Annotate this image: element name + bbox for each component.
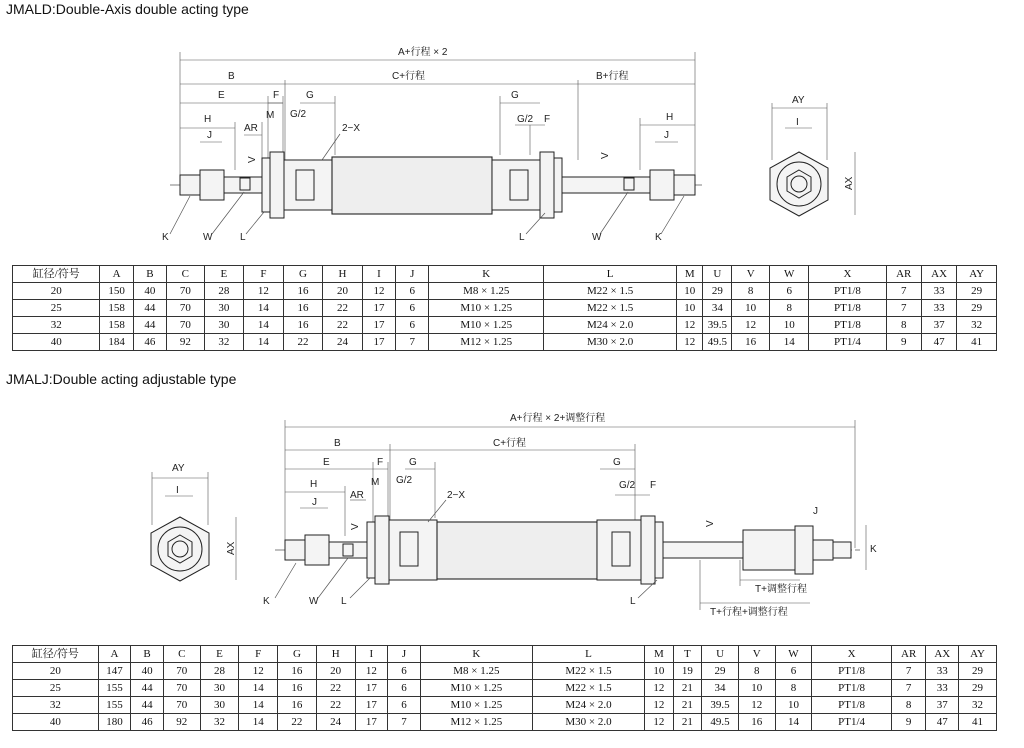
table-cell: 8 <box>769 300 809 317</box>
table-cell: M10 × 1.25 <box>429 300 544 317</box>
svg-text:F: F <box>650 480 657 491</box>
table-cell: 12 <box>677 317 703 334</box>
table-cell: M22 × 1.5 <box>543 300 676 317</box>
table-cell: 6 <box>396 300 429 317</box>
table-cell: M22 × 1.5 <box>532 680 644 697</box>
column-header: H <box>323 266 363 283</box>
svg-text:L: L <box>630 596 636 607</box>
table-cell: 16 <box>732 334 769 351</box>
svg-text:A+行程 × 2: A+行程 × 2 <box>398 47 448 58</box>
column-header: AY <box>959 646 997 663</box>
table-cell: 150 <box>100 283 133 300</box>
dimension-lines <box>285 420 866 610</box>
table-cell: 41 <box>959 714 997 731</box>
svg-text:G: G <box>613 457 621 468</box>
table-cell: 7 <box>388 714 421 731</box>
table-cell: 44 <box>133 317 166 334</box>
table-cell: PT1/4 <box>809 334 886 351</box>
svg-text:C+行程: C+行程 <box>493 438 527 449</box>
table-cell: 32 <box>959 697 997 714</box>
svg-text:I: I <box>796 117 799 128</box>
svg-text:K: K <box>870 544 877 555</box>
table-cell: 40 <box>131 663 164 680</box>
table-cell: PT1/8 <box>812 663 892 680</box>
table-cell: 184 <box>100 334 133 351</box>
column-header: W <box>775 646 812 663</box>
table-cell: M30 × 2.0 <box>543 334 676 351</box>
table-cell: 70 <box>163 697 200 714</box>
table-cell: 12 <box>645 714 674 731</box>
spec-table-double-axis <box>12 265 997 351</box>
table-cell: 32 <box>204 334 244 351</box>
svg-text:J: J <box>312 497 317 508</box>
svg-text:2−X: 2−X <box>447 490 466 501</box>
table-cell: 12 <box>645 697 674 714</box>
table-cell: PT1/4 <box>812 714 892 731</box>
column-header: H <box>316 646 355 663</box>
table-cell: 12 <box>239 663 278 680</box>
table-cell: 9 <box>886 334 921 351</box>
svg-text:B: B <box>228 71 235 82</box>
table-cell: 28 <box>200 663 239 680</box>
table-row <box>13 283 997 300</box>
table-cell: 6 <box>769 283 809 300</box>
table-cell: 10 <box>677 283 703 300</box>
column-header: X <box>809 266 886 283</box>
table-cell: 158 <box>100 300 133 317</box>
svg-text:K: K <box>162 232 169 243</box>
table-cell: 7 <box>396 334 429 351</box>
table-cell: 29 <box>702 663 739 680</box>
table-cell: 14 <box>239 680 278 697</box>
svg-text:L: L <box>519 232 525 243</box>
column-header: M <box>677 266 703 283</box>
table-cell: 28 <box>204 283 244 300</box>
table-cell: 40 <box>13 334 100 351</box>
table-cell: 39.5 <box>703 317 732 334</box>
table-cell: 29 <box>957 300 997 317</box>
table-cell: 16 <box>738 714 775 731</box>
table-cell: 17 <box>362 300 395 317</box>
cylinder-body <box>275 516 860 584</box>
table-cell: M10 × 1.25 <box>429 317 544 334</box>
table-cell: 24 <box>316 714 355 731</box>
table-cell: 10 <box>738 680 775 697</box>
table-cell: 20 <box>13 283 100 300</box>
table-cell: 8 <box>886 317 921 334</box>
column-header: J <box>388 646 421 663</box>
table-cell: 92 <box>163 714 200 731</box>
table-cell: 22 <box>323 300 363 317</box>
table-cell: PT1/8 <box>809 317 886 334</box>
table-cell: M22 × 1.5 <box>532 663 644 680</box>
svg-text:J: J <box>664 130 669 141</box>
svg-text:H: H <box>204 114 212 125</box>
table-cell: 40 <box>133 283 166 300</box>
table-cell: 22 <box>323 317 363 334</box>
cylinder-end-view <box>770 95 855 216</box>
table-cell: 33 <box>921 283 956 300</box>
column-header: F <box>244 266 284 283</box>
table-cell: 70 <box>163 680 200 697</box>
svg-text:G/2: G/2 <box>290 109 307 120</box>
svg-text:G: G <box>511 90 519 101</box>
svg-text:G/2: G/2 <box>619 480 636 491</box>
table-cell: 25 <box>13 680 99 697</box>
table-cell: PT1/8 <box>809 283 886 300</box>
table-cell: 70 <box>163 663 200 680</box>
svg-text:C+行程: C+行程 <box>392 71 426 82</box>
table-header <box>13 266 997 283</box>
column-header: A <box>100 266 133 283</box>
table-cell: 49.5 <box>702 714 739 731</box>
table-cell: 14 <box>244 300 284 317</box>
svg-text:V: V <box>705 520 716 527</box>
svg-text:AY: AY <box>172 463 185 474</box>
table-cell: 17 <box>362 334 395 351</box>
table-cell: PT1/8 <box>812 697 892 714</box>
table-cell: 8 <box>732 283 769 300</box>
table-cell: 47 <box>926 714 959 731</box>
section1-title: JMALD:Double-Axis double acting type <box>6 1 249 17</box>
svg-text:V: V <box>350 523 361 530</box>
spec-table-adjustable <box>12 645 997 731</box>
svg-text:G: G <box>409 457 417 468</box>
table-cell: 14 <box>244 334 284 351</box>
svg-text:J: J <box>207 130 212 141</box>
table-cell: 16 <box>278 697 317 714</box>
column-header: L <box>532 646 644 663</box>
table-cell: 12 <box>362 283 395 300</box>
table-cell: 22 <box>283 334 323 351</box>
table-cell: 33 <box>926 680 959 697</box>
table-cell: 32 <box>13 317 100 334</box>
table-cell: 10 <box>732 300 769 317</box>
table-cell: M24 × 2.0 <box>543 317 676 334</box>
table-cell: 29 <box>959 680 997 697</box>
table-cell: 70 <box>167 283 204 300</box>
table-cell: 6 <box>396 283 429 300</box>
table-cell: 6 <box>388 680 421 697</box>
table-cell: 40 <box>13 714 99 731</box>
svg-text:M: M <box>371 477 380 488</box>
cylinder-drawing-adjustable <box>0 395 1024 643</box>
table-cell: 17 <box>355 697 388 714</box>
table-cell: 29 <box>959 663 997 680</box>
svg-text:I: I <box>176 485 179 496</box>
table-row <box>13 334 997 351</box>
table-cell: 46 <box>133 334 166 351</box>
svg-text:AX: AX <box>844 176 855 190</box>
column-header: A <box>98 646 131 663</box>
table-cell: 21 <box>673 680 702 697</box>
table-cell: M22 × 1.5 <box>543 283 676 300</box>
table-cell: M8 × 1.25 <box>429 283 544 300</box>
table-cell: 8 <box>891 697 926 714</box>
table-cell: M8 × 1.25 <box>420 663 532 680</box>
table-cell: 30 <box>204 300 244 317</box>
svg-text:H: H <box>666 112 674 123</box>
svg-text:L: L <box>240 232 246 243</box>
svg-text:F: F <box>377 457 384 468</box>
table-cell: 30 <box>200 680 239 697</box>
table-header <box>13 646 997 663</box>
column-header: E <box>204 266 244 283</box>
column-header: AY <box>957 266 997 283</box>
column-header: J <box>396 266 429 283</box>
svg-text:W: W <box>309 596 319 607</box>
table-cell: 12 <box>677 334 703 351</box>
table-cell: 19 <box>673 663 702 680</box>
table-cell: 37 <box>921 317 956 334</box>
svg-text:A+行程 × 2+调整行程: A+行程 × 2+调整行程 <box>510 413 606 424</box>
column-header: E <box>200 646 239 663</box>
svg-text:J: J <box>813 506 818 517</box>
svg-text:G: G <box>306 90 314 101</box>
svg-text:M: M <box>266 110 275 121</box>
svg-text:G/2: G/2 <box>396 475 413 486</box>
cylinder-end-view <box>151 463 237 581</box>
svg-text:V: V <box>247 156 258 163</box>
column-header: C <box>167 266 204 283</box>
column-header: 缸径/符号 <box>13 266 100 283</box>
table-cell: 10 <box>769 317 809 334</box>
table-cell: 25 <box>13 300 100 317</box>
table-cell: PT1/8 <box>812 680 892 697</box>
svg-text:AY: AY <box>792 95 805 106</box>
svg-text:F: F <box>273 90 280 101</box>
table-cell: 49.5 <box>703 334 732 351</box>
column-header: V <box>732 266 769 283</box>
table-cell: 17 <box>355 680 388 697</box>
table-cell: 30 <box>204 317 244 334</box>
svg-text:AR: AR <box>350 490 364 501</box>
table-cell: 17 <box>362 317 395 334</box>
table-cell: 17 <box>355 714 388 731</box>
column-header: G <box>283 266 323 283</box>
svg-text:F: F <box>544 114 551 125</box>
column-header: V <box>738 646 775 663</box>
svg-text:K: K <box>263 596 270 607</box>
table-cell: 33 <box>926 663 959 680</box>
table-cell: 33 <box>921 300 956 317</box>
table-cell: 20 <box>323 283 363 300</box>
table-row <box>13 697 997 714</box>
table-cell: 21 <box>673 714 702 731</box>
table-cell: 92 <box>167 334 204 351</box>
column-header: U <box>703 266 732 283</box>
section2-title: JMALJ:Double acting adjustable type <box>6 371 237 387</box>
column-header: G <box>278 646 317 663</box>
column-header: I <box>355 646 388 663</box>
column-header: C <box>163 646 200 663</box>
table-cell: 32 <box>13 697 99 714</box>
table-cell: 20 <box>316 663 355 680</box>
table-cell: 6 <box>388 663 421 680</box>
table-cell: 37 <box>926 697 959 714</box>
table-cell: M10 × 1.25 <box>420 697 532 714</box>
table-cell: M12 × 1.25 <box>420 714 532 731</box>
table-cell: 10 <box>677 300 703 317</box>
table-cell: 32 <box>200 714 239 731</box>
table-cell: 6 <box>775 663 812 680</box>
column-header: B <box>133 266 166 283</box>
table-cell: 14 <box>239 697 278 714</box>
svg-text:E: E <box>323 457 330 468</box>
table-cell: 6 <box>388 697 421 714</box>
table-cell: 16 <box>283 300 323 317</box>
table-cell: 34 <box>703 300 732 317</box>
svg-text:H: H <box>310 479 318 490</box>
table-cell: 14 <box>769 334 809 351</box>
column-header: B <box>131 646 164 663</box>
table-cell: 8 <box>738 663 775 680</box>
table-cell: 16 <box>278 680 317 697</box>
column-header: L <box>543 266 676 283</box>
column-header: AX <box>921 266 956 283</box>
table-row <box>13 663 997 680</box>
column-header: W <box>769 266 809 283</box>
table-cell: 155 <box>98 680 131 697</box>
table-cell: 30 <box>200 697 239 714</box>
svg-text:B+行程: B+行程 <box>596 71 629 82</box>
table-cell: 12 <box>355 663 388 680</box>
table-cell: 70 <box>167 317 204 334</box>
table-cell: 14 <box>775 714 812 731</box>
column-header: M <box>645 646 674 663</box>
column-header: K <box>429 266 544 283</box>
table-cell: 7 <box>886 300 921 317</box>
table-cell: 24 <box>323 334 363 351</box>
svg-text:T+调整行程: T+调整行程 <box>755 584 807 595</box>
column-header: AR <box>886 266 921 283</box>
svg-text:T+行程+调整行程: T+行程+调整行程 <box>710 607 788 618</box>
table-cell: 7 <box>891 663 926 680</box>
table-cell: 14 <box>244 317 284 334</box>
table-cell: 44 <box>131 697 164 714</box>
column-header: AX <box>926 646 959 663</box>
table-row <box>13 714 997 731</box>
column-header: AR <box>891 646 926 663</box>
table-cell: 22 <box>316 680 355 697</box>
column-header: K <box>420 646 532 663</box>
table-cell: 16 <box>278 663 317 680</box>
table-cell: 12 <box>732 317 769 334</box>
svg-text:2−X: 2−X <box>342 123 361 134</box>
column-header: T <box>673 646 702 663</box>
table-cell: 29 <box>703 283 732 300</box>
table-cell: 10 <box>645 663 674 680</box>
table-cell: 155 <box>98 697 131 714</box>
table-cell: 44 <box>131 680 164 697</box>
table-cell: M24 × 2.0 <box>532 697 644 714</box>
column-header: I <box>362 266 395 283</box>
table-cell: 70 <box>167 300 204 317</box>
table-cell: 22 <box>316 697 355 714</box>
svg-text:W: W <box>592 232 602 243</box>
table-cell: 47 <box>921 334 956 351</box>
table-row <box>13 300 997 317</box>
table-cell: 7 <box>891 680 926 697</box>
table-cell: 12 <box>645 680 674 697</box>
table-cell: 6 <box>396 317 429 334</box>
table-body <box>13 283 997 351</box>
table-cell: 22 <box>278 714 317 731</box>
table-cell: PT1/8 <box>809 300 886 317</box>
table-cell: 7 <box>886 283 921 300</box>
svg-text:E: E <box>218 90 225 101</box>
table-cell: 21 <box>673 697 702 714</box>
table-cell: 32 <box>957 317 997 334</box>
table-cell: 16 <box>283 317 323 334</box>
svg-text:AX: AX <box>226 541 237 555</box>
table-row <box>13 317 997 334</box>
table-cell: 16 <box>283 283 323 300</box>
svg-text:K: K <box>655 232 662 243</box>
svg-text:G/2: G/2 <box>517 114 534 125</box>
column-header: X <box>812 646 892 663</box>
table-cell: 180 <box>98 714 131 731</box>
table-cell: 34 <box>702 680 739 697</box>
table-cell: 41 <box>957 334 997 351</box>
table-cell: 10 <box>775 697 812 714</box>
column-header: U <box>702 646 739 663</box>
dimension-labels <box>263 411 877 618</box>
table-row <box>13 680 997 697</box>
table-cell: M30 × 2.0 <box>532 714 644 731</box>
column-header: F <box>239 646 278 663</box>
table-cell: 8 <box>775 680 812 697</box>
svg-text:W: W <box>203 232 213 243</box>
cylinder-drawing-double-axis <box>0 30 1024 262</box>
svg-text:AR: AR <box>244 123 258 134</box>
table-cell: 20 <box>13 663 99 680</box>
table-cell: 44 <box>133 300 166 317</box>
table-cell: 39.5 <box>702 697 739 714</box>
svg-text:V: V <box>600 152 611 159</box>
table-cell: 12 <box>738 697 775 714</box>
table-cell: M10 × 1.25 <box>420 680 532 697</box>
table-cell: 158 <box>100 317 133 334</box>
table-cell: 147 <box>98 663 131 680</box>
svg-text:L: L <box>341 596 347 607</box>
column-header: 缸径/符号 <box>13 646 99 663</box>
table-cell: 46 <box>131 714 164 731</box>
table-cell: 12 <box>244 283 284 300</box>
svg-text:B: B <box>334 438 341 449</box>
table-cell: 29 <box>957 283 997 300</box>
table-cell: 14 <box>239 714 278 731</box>
table-cell: 9 <box>891 714 926 731</box>
table-body <box>13 663 997 731</box>
table-cell: M12 × 1.25 <box>429 334 544 351</box>
